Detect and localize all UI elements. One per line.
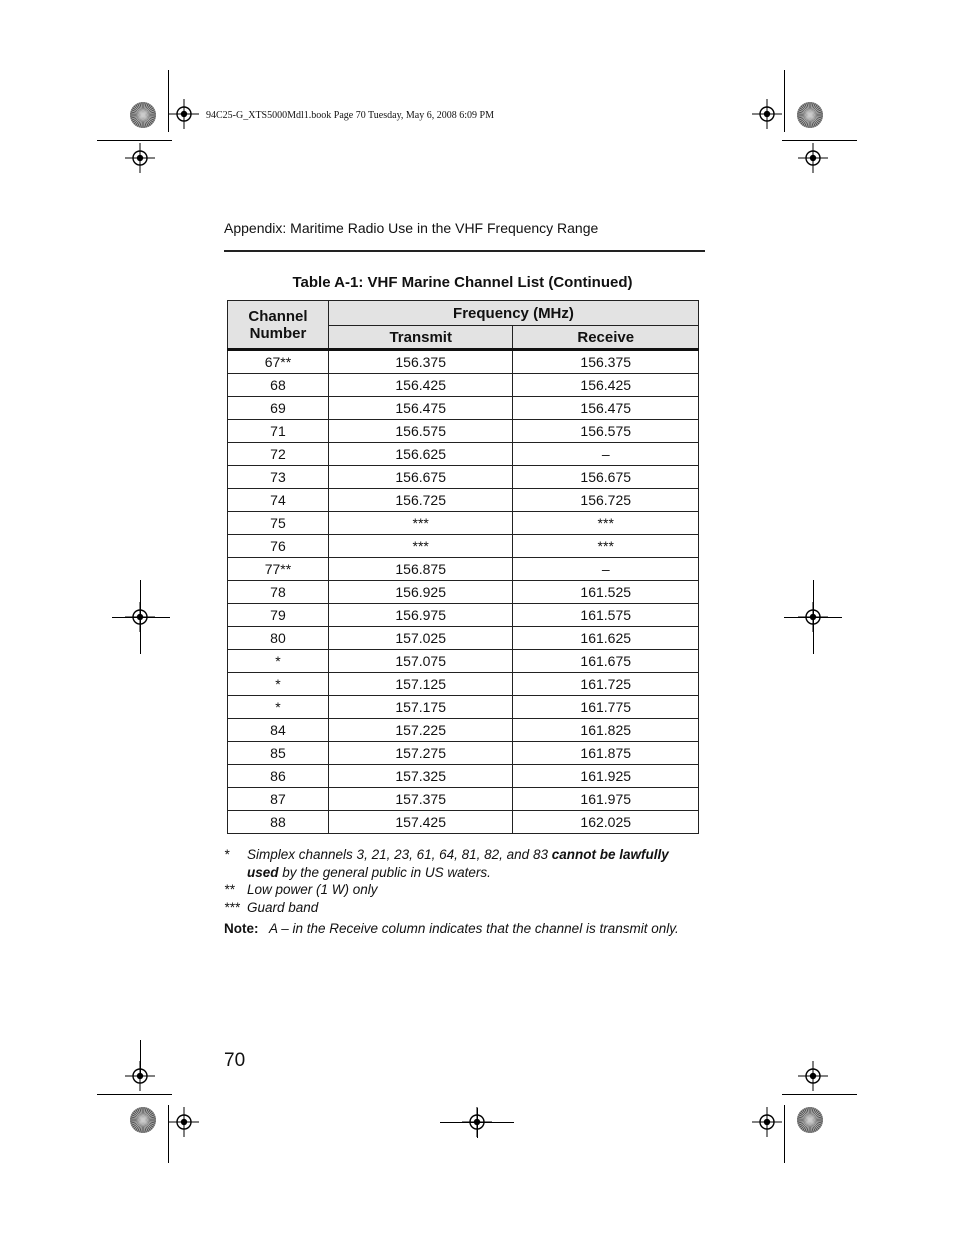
cell-transmit: 157.025	[328, 627, 513, 650]
registration-crosshair-icon	[752, 1107, 782, 1137]
note-label: Note:	[224, 921, 259, 936]
registration-starburst-icon	[129, 101, 157, 129]
cell-receive: –	[513, 443, 699, 466]
cell-channel: 85	[228, 742, 329, 765]
registration-starburst-icon	[129, 1106, 157, 1134]
registration-crosshair-icon	[169, 99, 199, 129]
footnote-double-asterisk	[224, 881, 694, 899]
cell-channel: 79	[228, 604, 329, 627]
cell-transmit: 157.275	[328, 742, 513, 765]
footnote-text: Guard band	[247, 899, 319, 915]
cell-receive: –	[513, 558, 699, 581]
cell-receive: 156.475	[513, 397, 699, 420]
header-frequency: Frequency (MHz)	[328, 301, 698, 326]
cell-transmit: ***	[328, 535, 513, 558]
cell-transmit: 157.075	[328, 650, 513, 673]
table-row	[228, 742, 699, 765]
header-transmit: Transmit	[328, 326, 513, 350]
crop-line	[784, 617, 842, 618]
cell-channel: 88	[228, 811, 329, 834]
registration-crosshair-icon	[798, 143, 828, 173]
table-row	[228, 604, 699, 627]
registration-starburst-icon	[796, 1106, 824, 1134]
cell-receive: 161.875	[513, 742, 699, 765]
crop-line	[112, 617, 170, 618]
table-row	[228, 788, 699, 811]
footnote-mark: ***	[224, 899, 240, 915]
cell-channel: 74	[228, 489, 329, 512]
crop-line	[782, 1094, 857, 1095]
crop-line	[97, 1094, 172, 1095]
table-row	[228, 673, 699, 696]
cell-channel: *	[228, 673, 329, 696]
cell-transmit: 157.175	[328, 696, 513, 719]
footnote-mark: **	[224, 882, 235, 897]
table-body	[228, 350, 699, 834]
cell-transmit: 157.375	[328, 788, 513, 811]
footnote-text: Low power (1 W) only	[247, 882, 378, 897]
table-row	[228, 719, 699, 742]
cell-channel: 69	[228, 397, 329, 420]
crop-line	[97, 140, 172, 141]
footnote-single-asterisk	[224, 846, 694, 881]
cell-transmit: 156.425	[328, 374, 513, 397]
table-row	[228, 581, 699, 604]
cell-transmit: 156.575	[328, 420, 513, 443]
cell-transmit: 156.475	[328, 397, 513, 420]
cell-receive: 161.625	[513, 627, 699, 650]
registration-crosshair-icon	[752, 99, 782, 129]
cell-channel: 75	[228, 512, 329, 535]
table-row	[228, 811, 699, 834]
crop-line	[782, 140, 857, 141]
running-header: Appendix: Maritime Radio Use in the VHF Frequency Range	[224, 220, 599, 236]
cell-receive: 161.575	[513, 604, 699, 627]
cell-channel: 68	[228, 374, 329, 397]
cell-channel: 72	[228, 443, 329, 466]
cell-channel: *	[228, 650, 329, 673]
cell-channel: 80	[228, 627, 329, 650]
table-row	[228, 466, 699, 489]
cell-receive: 156.425	[513, 374, 699, 397]
cell-receive: 161.675	[513, 650, 699, 673]
table-row	[228, 350, 699, 374]
footnote-mark: *	[224, 847, 230, 862]
cell-transmit: 157.125	[328, 673, 513, 696]
table-row	[228, 374, 699, 397]
registration-crosshair-icon	[169, 1107, 199, 1137]
header-rule	[224, 250, 705, 252]
cell-channel: 86	[228, 765, 329, 788]
cell-receive: 161.775	[513, 696, 699, 719]
cell-channel: 77**	[228, 558, 329, 581]
table-row	[228, 765, 699, 788]
registration-starburst-icon	[796, 101, 824, 129]
cell-receive: 162.025	[513, 811, 699, 834]
cell-receive: ***	[513, 512, 699, 535]
footnote-triple-asterisk	[224, 899, 694, 917]
cell-transmit: 157.425	[328, 811, 513, 834]
cell-channel: *	[228, 696, 329, 719]
cell-transmit: 156.975	[328, 604, 513, 627]
crop-line	[784, 1105, 785, 1163]
cell-receive: 161.525	[513, 581, 699, 604]
cell-transmit: 157.225	[328, 719, 513, 742]
cell-transmit: 156.925	[328, 581, 513, 604]
page-number: 70	[224, 1050, 246, 1071]
cell-channel: 67**	[228, 350, 329, 374]
cell-receive: 161.725	[513, 673, 699, 696]
table-note	[224, 920, 694, 938]
header-receive: Receive	[513, 326, 699, 350]
note-text: A – in the Receive column indicates that the channel is transmit only.	[269, 921, 679, 936]
cell-channel: 84	[228, 719, 329, 742]
crop-line	[477, 1108, 478, 1138]
cell-receive: 161.825	[513, 719, 699, 742]
table-row	[228, 535, 699, 558]
cell-channel: 71	[228, 420, 329, 443]
table-row	[228, 627, 699, 650]
table-row	[228, 558, 699, 581]
table-row	[228, 489, 699, 512]
cell-transmit: 156.675	[328, 466, 513, 489]
footnote-text: Simplex channels 3, 21, 23, 61, 64, 81, 82, and 83 cannot be lawfully used by the general public in US waters.	[247, 847, 669, 880]
cell-transmit: 156.725	[328, 489, 513, 512]
table-row	[228, 443, 699, 466]
print-info-line: 94C25-G_XTS5000Mdl1.book Page 70 Tuesday, May 6, 2008 6:09 PM	[206, 110, 494, 121]
cell-transmit: 156.875	[328, 558, 513, 581]
registration-crosshair-icon	[798, 1061, 828, 1091]
cell-transmit: ***	[328, 512, 513, 535]
table-row	[228, 512, 699, 535]
table-row	[228, 696, 699, 719]
cell-channel: 73	[228, 466, 329, 489]
cell-transmit: 156.375	[328, 350, 513, 374]
table-row	[228, 397, 699, 420]
cell-channel: 78	[228, 581, 329, 604]
table-caption: Table A-1: VHF Marine Channel List (Continued)	[292, 274, 633, 291]
cell-receive: 156.675	[513, 466, 699, 489]
cell-receive: 156.725	[513, 489, 699, 512]
registration-crosshair-icon	[125, 143, 155, 173]
crop-line	[140, 1040, 141, 1078]
crop-line	[784, 70, 785, 132]
cell-channel: 87	[228, 788, 329, 811]
crop-line	[440, 1122, 514, 1123]
table-row	[228, 420, 699, 443]
cell-receive: 161.975	[513, 788, 699, 811]
cell-receive: 156.575	[513, 420, 699, 443]
header-channel-number: Channel Number	[228, 301, 329, 350]
vhf-channel-table	[227, 300, 699, 834]
table-row	[228, 650, 699, 673]
cell-receive: 161.925	[513, 765, 699, 788]
footnote-emphasis: cannot be lawfully used	[247, 847, 669, 880]
cell-channel: 76	[228, 535, 329, 558]
footnotes	[224, 846, 694, 938]
cell-transmit: 157.325	[328, 765, 513, 788]
cell-receive: ***	[513, 535, 699, 558]
cell-transmit: 156.625	[328, 443, 513, 466]
cell-receive: 156.375	[513, 350, 699, 374]
